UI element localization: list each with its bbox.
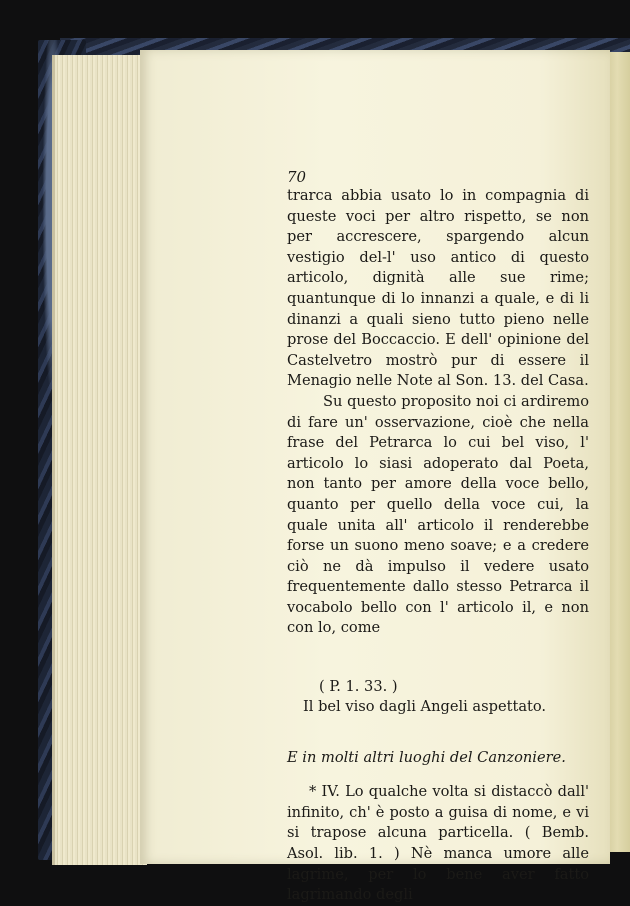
page-text xyxy=(287,168,589,906)
citation-reference: ( P. 1. 33. ) xyxy=(319,678,398,696)
page-number: 70 xyxy=(287,168,307,186)
main-paragraph: trarca abbia usato lo in compagnia di queste voci per altro rispetto, se non per accrescere, spargendo alcun vestigio del-l' uso antico di questo articolo, dignità alle sue rime; quantunque di lo innanzi a quale, e di li dinanzi a quali sieno tutto pieno nelle prose del Boccaccio. E dell' opinione del Castelvetro mostrò pur di essere il Menagio nelle Note al Son. 13. del Casa. xyxy=(287,187,589,390)
verse-quote: Il bel viso dagli Angeli aspettato. xyxy=(303,698,547,716)
footnote: * IV. Lo qualche volta si distaccò dall' infinito, ch' è posto a guisa di nome, e vi si trapose alcuna particella. ( Bemb. Asol. lib. 1. ) Nè manca umore alle lagrime, per lo bene aver fatto lagrimando degli xyxy=(287,783,589,904)
page-edges xyxy=(52,55,147,865)
second-paragraph: Su questo proposito noi ci ardiremo di fare un' osservazione, cioè che nella frase del Petrarca lo cui bel viso, l' articolo lo siasi adoperato dal Poeta, non tanto per amore della voce bello, quanto per quello della voce cui, la quale unita all' articolo il renderebbe forse un suono meno soave; e a credere ciò ne dà impulso il vedere usato frequentemente dallo stesso Petrarca il vocabolo bello con l' articolo il, e non con lo, come xyxy=(287,392,589,637)
closing-line: E in molti altri luoghi del Canzoniere. xyxy=(287,748,566,766)
